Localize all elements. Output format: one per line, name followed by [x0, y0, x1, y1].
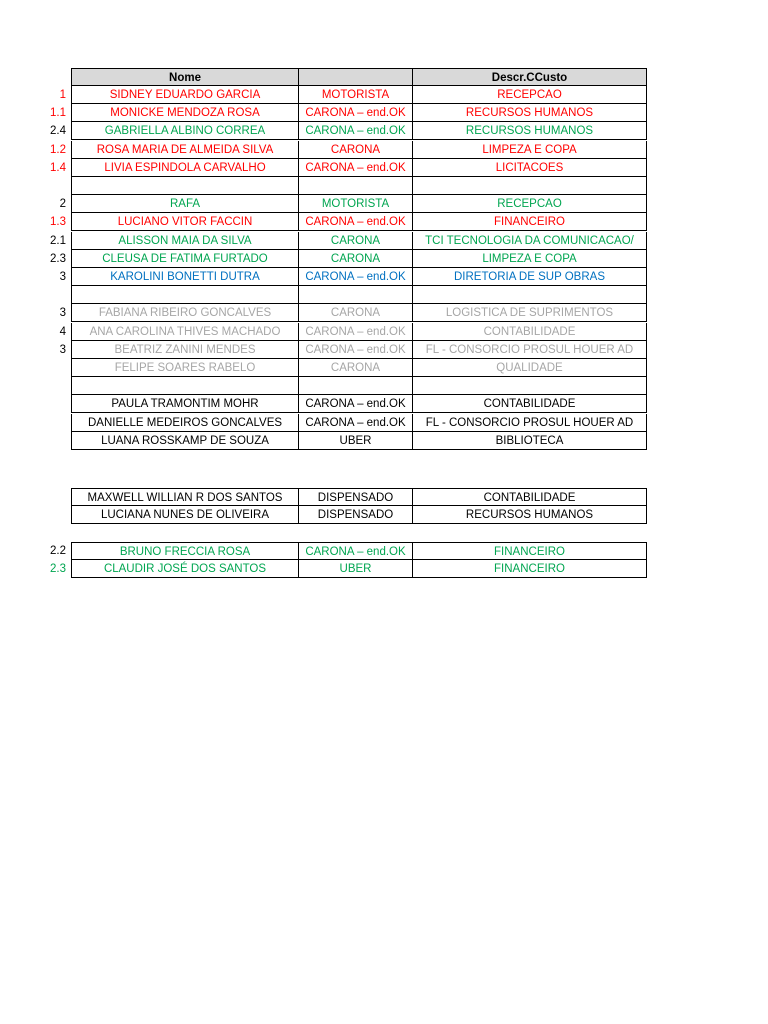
name-cell[interactable]: LUANA ROSSKAMP DE SOUZA [71, 432, 298, 450]
dept-cell[interactable]: LIMPEZA E COPA [412, 250, 647, 268]
dept-cell[interactable]: CONTABILIDADE [412, 323, 647, 341]
dept-cell[interactable]: CONTABILIDADE [412, 395, 647, 413]
dept-cell[interactable]: FL - CONSORCIO PROSUL HOUER AD [412, 341, 647, 359]
table-row [0, 323, 768, 341]
row-index [40, 414, 66, 432]
role-cell[interactable]: CARONA [298, 250, 412, 268]
table-row [0, 286, 768, 304]
name-cell[interactable] [71, 177, 298, 195]
table-row [0, 488, 768, 506]
name-cell[interactable]: LIVIA ESPINDOLA CARVALHO [71, 159, 298, 177]
name-cell[interactable]: GABRIELLA ALBINO CORREA [71, 122, 298, 140]
header-nome[interactable]: Nome [71, 68, 298, 86]
role-cell[interactable]: CARONA – end.OK [298, 341, 412, 359]
dept-cell[interactable]: BIBLIOTECA [412, 432, 647, 450]
row-index: 2.3 [50, 563, 66, 576]
row-index: 3 [59, 271, 66, 283]
dept-cell[interactable] [412, 286, 647, 304]
table-row [0, 395, 768, 413]
name-cell[interactable]: ANA CAROLINA THIVES MACHADO [71, 323, 298, 341]
role-cell[interactable] [298, 177, 412, 195]
header-blank[interactable] [298, 68, 412, 86]
table-row [0, 377, 768, 395]
table-row [0, 560, 768, 578]
table-row [0, 432, 768, 450]
dept-cell[interactable]: RECURSOS HUMANOS [412, 506, 647, 524]
dept-cell[interactable] [412, 377, 647, 395]
table-row [0, 250, 768, 268]
row-index [40, 359, 66, 377]
role-cell[interactable]: DISPENSADO [298, 506, 412, 524]
row-index: 2.2 [50, 545, 66, 557]
table-row [0, 213, 768, 231]
dept-cell[interactable]: QUALIDADE [412, 359, 647, 377]
dept-cell[interactable]: CONTABILIDADE [412, 488, 647, 506]
name-cell[interactable]: MAXWELL WILLIAN R DOS SANTOS [71, 488, 298, 506]
row-index: 1.3 [50, 216, 66, 229]
row-index [40, 506, 66, 524]
name-cell[interactable] [71, 286, 298, 304]
row-index: 2.1 [50, 234, 66, 247]
role-cell[interactable]: CARONA – end.OK [298, 542, 412, 560]
role-cell[interactable]: CARONA – end.OK [298, 213, 412, 231]
role-cell[interactable]: CARONA – end.OK [298, 122, 412, 140]
name-cell[interactable]: BRUNO FRECCIA ROSA [71, 542, 298, 560]
table-row [0, 506, 768, 524]
name-cell[interactable]: DANIELLE MEDEIROS GONCALVES [71, 414, 298, 432]
table-row [0, 122, 768, 140]
dept-cell[interactable]: TCI TECNOLOGIA DA COMUNICACAO/ [412, 232, 647, 250]
name-cell[interactable]: CLEUSA DE FATIMA FURTADO [71, 250, 298, 268]
role-cell[interactable]: CARONA – end.OK [298, 268, 412, 286]
row-index: 2 [59, 198, 66, 211]
table-row [0, 159, 768, 177]
row-index: 2.3 [50, 252, 66, 265]
name-cell[interactable]: PAULA TRAMONTIM MOHR [71, 395, 298, 413]
dept-cell[interactable]: FINANCEIRO [412, 213, 647, 231]
row-index: 1.2 [50, 143, 66, 156]
table-row [0, 232, 768, 250]
name-cell[interactable]: RAFA [71, 195, 298, 213]
role-cell[interactable]: CARONA – end.OK [298, 159, 412, 177]
name-cell[interactable]: BEATRIZ ZANINI MENDES [71, 341, 298, 359]
dept-cell[interactable]: FINANCEIRO [412, 542, 647, 560]
row-index: 2.4 [50, 125, 66, 138]
row-index [40, 177, 66, 195]
role-cell[interactable]: UBER [298, 560, 412, 578]
table-row [0, 195, 768, 213]
role-cell[interactable]: CARONA [298, 232, 412, 250]
role-cell[interactable]: CARONA – end.OK [298, 104, 412, 122]
row-index [40, 488, 66, 506]
role-cell[interactable]: CARONA [298, 141, 412, 159]
dept-cell[interactable] [412, 177, 647, 195]
role-cell[interactable] [298, 377, 412, 395]
table-row [0, 86, 768, 104]
table-row [0, 341, 768, 359]
name-cell[interactable]: CLAUDIR JOSÉ DOS SANTOS [71, 560, 298, 578]
name-cell[interactable]: SIDNEY EDUARDO GARCIA [71, 86, 298, 104]
dept-cell[interactable]: DIRETORIA DE SUP OBRAS [412, 268, 647, 286]
table-row [0, 359, 768, 377]
dept-cell[interactable]: FINANCEIRO [412, 560, 647, 578]
row-index: 3 [59, 343, 66, 356]
role-cell[interactable]: MOTORISTA [298, 195, 412, 213]
name-cell[interactable]: ALISSON MAIA DA SILVA [71, 232, 298, 250]
row-index [40, 395, 66, 413]
table-row [0, 414, 768, 432]
table-row [0, 104, 768, 122]
dept-cell[interactable]: LIMPEZA E COPA [412, 141, 647, 159]
header-descr-ccusto[interactable]: Descr.CCusto [412, 68, 647, 86]
table-row [0, 177, 768, 195]
name-cell[interactable]: FABIANA RIBEIRO GONCALVES [71, 304, 298, 322]
row-index: 1.1 [50, 107, 66, 120]
row-index: 1 [59, 89, 66, 101]
name-cell[interactable]: MONICKE MENDOZA ROSA [71, 104, 298, 122]
dept-cell[interactable]: LICITACOES [412, 159, 647, 177]
dept-cell[interactable]: RECURSOS HUMANOS [412, 122, 647, 140]
name-cell[interactable]: FELIPE SOARES RABELO [71, 359, 298, 377]
role-cell[interactable]: MOTORISTA [298, 86, 412, 104]
name-cell[interactable]: KAROLINI BONETTI DUTRA [71, 268, 298, 286]
row-index: 1.4 [50, 161, 66, 174]
role-cell[interactable]: CARONA [298, 359, 412, 377]
role-cell[interactable]: CARONA – end.OK [298, 323, 412, 341]
table-row [0, 542, 768, 560]
role-cell[interactable]: CARONA – end.OK [298, 414, 412, 432]
row-index [40, 377, 66, 395]
dept-cell[interactable]: FL - CONSORCIO PROSUL HOUER AD [412, 414, 647, 432]
name-cell[interactable] [71, 377, 298, 395]
name-cell[interactable]: LUCIANO VITOR FACCIN [71, 213, 298, 231]
table-row [0, 268, 768, 286]
role-cell[interactable]: UBER [298, 432, 412, 450]
table-row [0, 141, 768, 159]
role-cell[interactable]: CARONA [298, 304, 412, 322]
role-cell[interactable]: CARONA – end.OK [298, 395, 412, 413]
table-row [0, 304, 768, 322]
dept-cell[interactable]: RECURSOS HUMANOS [412, 104, 647, 122]
header-row [0, 68, 768, 86]
dept-cell[interactable]: RECEPCAO [412, 195, 647, 213]
row-index [40, 286, 66, 304]
role-cell[interactable]: DISPENSADO [298, 488, 412, 506]
dept-cell[interactable]: RECEPCAO [412, 86, 647, 104]
row-index [40, 432, 66, 450]
row-index: 4 [59, 325, 66, 338]
name-cell[interactable]: ROSA MARIA DE ALMEIDA SILVA [71, 141, 298, 159]
name-cell[interactable]: LUCIANA NUNES DE OLIVEIRA [71, 506, 298, 524]
dept-cell[interactable]: LOGISTICA DE SUPRIMENTOS [412, 304, 647, 322]
row-index: 3 [59, 307, 66, 320]
role-cell[interactable] [298, 286, 412, 304]
